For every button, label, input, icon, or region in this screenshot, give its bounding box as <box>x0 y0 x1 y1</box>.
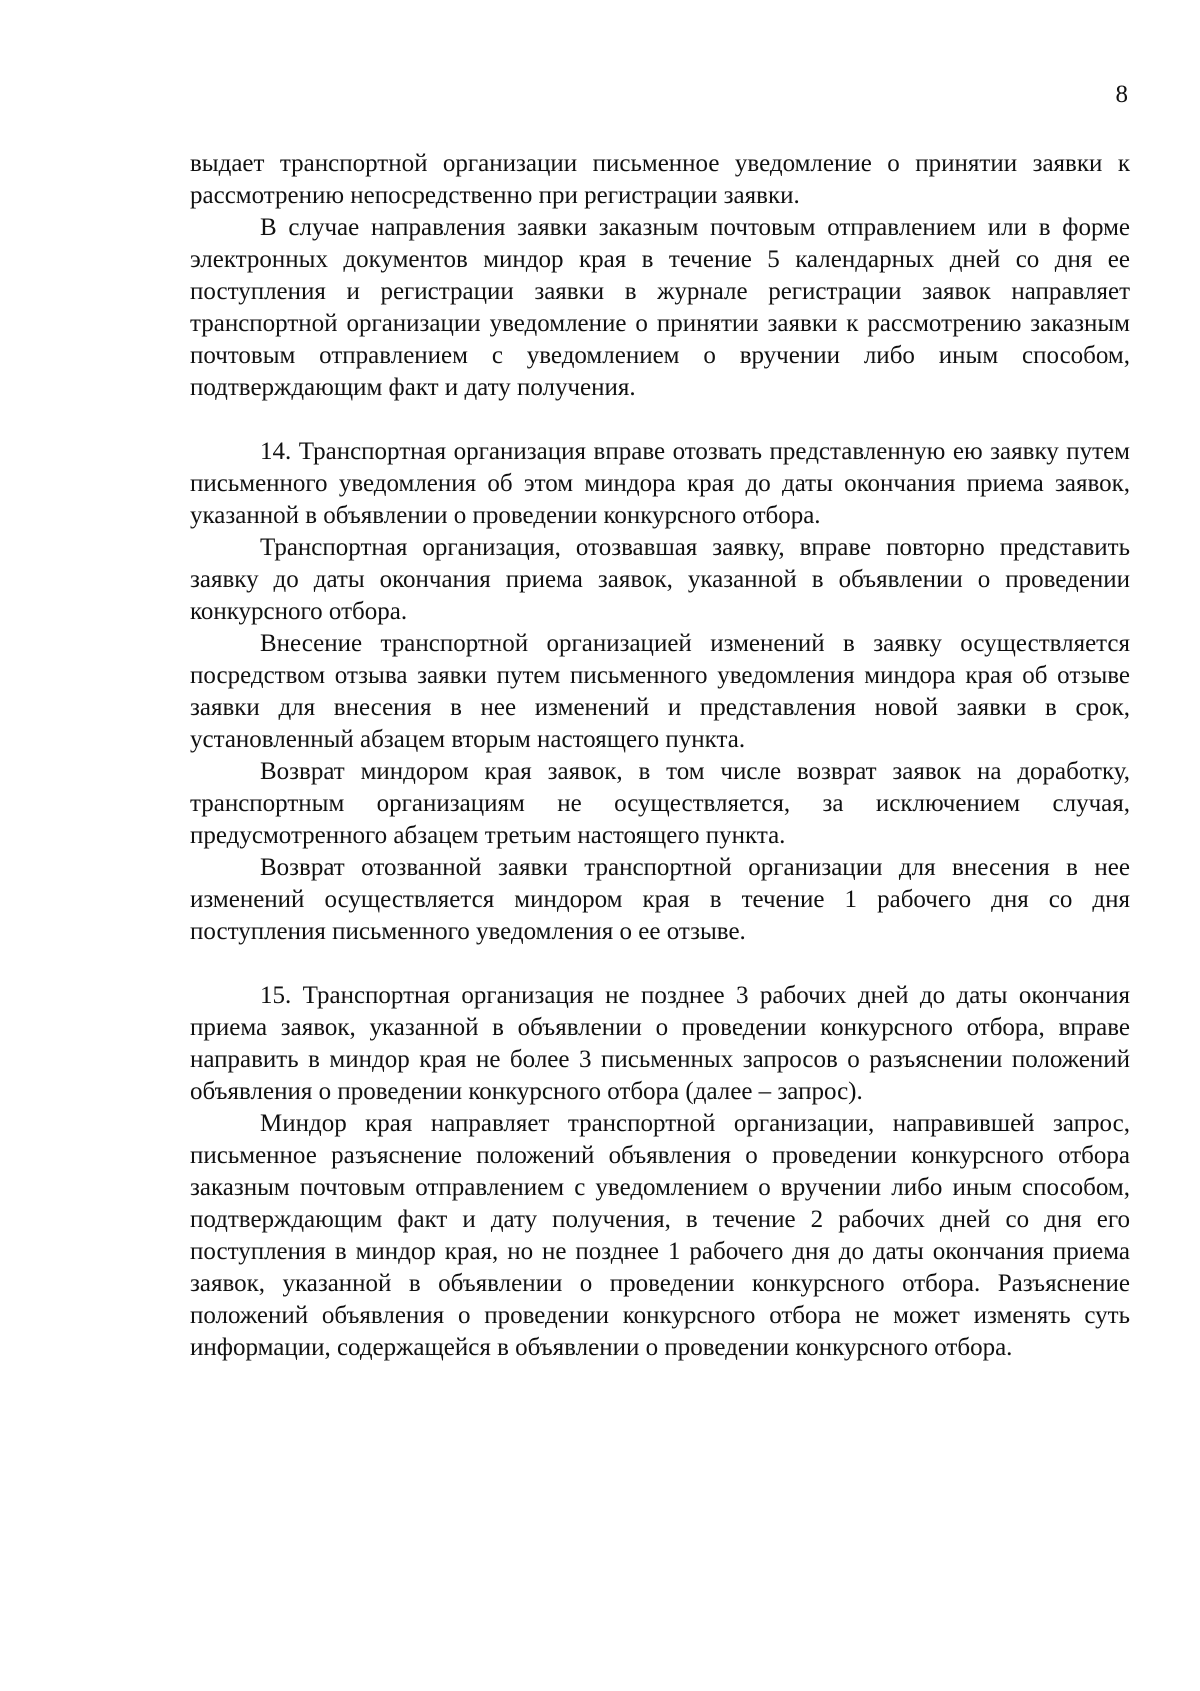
paragraph-item-14: 14. Транспортная организация вправе отозвать представленную ею заявку путем письменного уведомления об этом миндора края до даты окончания приема заявок, указанной в объявлении о проведении конкурсного отбора. <box>190 438 1130 529</box>
paragraph-continuation: выдает транспортной организации письменное уведомление о принятии заявки к рассмотрению непосредственно при регистрации заявки. <box>190 150 1130 209</box>
paragraph-changes: Внесение транспортной организацией изменений в заявку осуществляется посредством отзыва заявки путем письменного уведомления миндора края об отзыве заявки для внесения в нее изменений и представления новой заявки в срок, установленный абзацем вторым настоящего пункта. <box>190 630 1130 753</box>
paragraph-resubmit: Транспортная организация, отозвавшая заявку, вправе повторно представить заявку до даты окончания приема заявок, указанной в объявлении о проведении конкурсного отбора. <box>190 534 1130 625</box>
paragraph-registered-mail: В случае направления заявки заказным почтовым отправлением или в форме электронных документов миндор края в течение 5 календарных дней со дня ее поступления и регистрации заявки в журнале регистрации заявок направляет транспортной организации уведомление о принятии заявки к рассмотрению заказным почтовым отправлением с уведомлением о вручении либо иным способом, подтверждающим факт и дату получения. <box>190 214 1130 401</box>
page-number: 8 <box>1115 81 1128 108</box>
paragraph-item-15: 15. Транспортная организация не позднее 3 рабочих дней до даты окончания приема заявок, указанной в объявлении о проведении конкурсного отбора, вправе направить в миндор края не более 3 письменных запросов о разъяснении положений объявления о проведении конкурсного отбора (далее – запрос). <box>190 982 1130 1105</box>
paragraph-clarification: Миндор края направляет транспортной организации, направившей запрос, письменное разъяснение положений объявления о проведении конкурсного отбора заказным почтовым отправлением с уведомлением о вручении либо иным способом, подтверждающим факт и дату получения, в течение 2 рабочих дней со дня его поступления в миндор края, но не позднее 1 рабочего дня до даты окончания приема заявок, указанной в объявлении о проведении конкурсного отбора. Разъяснение положений объявления о проведении конкурсного отбора не может изменять суть информации, содержащейся в объявлении о проведении конкурсного отбора. <box>190 1110 1130 1361</box>
document-body <box>190 148 1130 1364</box>
paragraph-return: Возврат миндором края заявок, в том числе возврат заявок на доработку, транспортным организациям не осуществляется, за исключением случая, предусмотренного абзацем третьим настоящего пункта. <box>190 758 1130 849</box>
paragraph-return-withdrawn: Возврат отозванной заявки транспортной организации для внесения в нее изменений осуществляется миндором края в течение 1 рабочего дня со дня поступления письменного уведомления о ее отзыве. <box>190 854 1130 945</box>
